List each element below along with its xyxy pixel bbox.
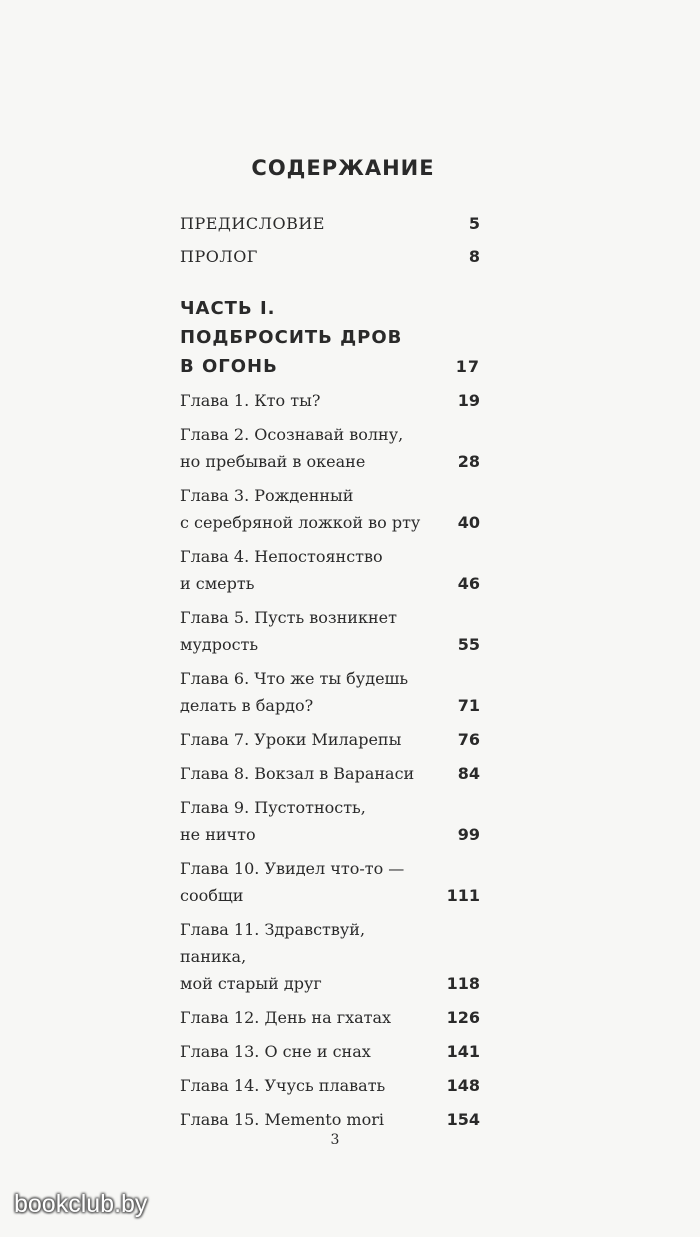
toc-entry-prologue (180, 245, 480, 269)
toc-chapter-entry (180, 604, 480, 658)
toc-chapter-line: мой старый друг (180, 974, 322, 993)
toc-chapter-line: делать в бардо? (180, 696, 314, 715)
toc-chapter-page: 141 (446, 1042, 480, 1061)
toc-chapter-page: 148 (446, 1076, 480, 1095)
toc-chapter-line: мудрость (180, 635, 259, 654)
toc-chapter-line: и смерть (180, 574, 255, 593)
toc-part-line: ЧАСТЬ I. (180, 298, 276, 319)
toc-chapter-entry (180, 1038, 480, 1065)
toc-chapter-entry (180, 482, 480, 536)
toc-chapter-label (180, 665, 446, 719)
toc-chapter-entry (180, 1072, 480, 1099)
toc-chapter-line: Глава 9. Пустотность, (180, 798, 366, 817)
toc-chapter-page: 28 (457, 452, 480, 471)
toc-chapter-line: не ничто (180, 825, 256, 844)
toc-chapter-label (180, 421, 446, 475)
toc-chapter-line: Глава 6. Что же ты будешь (180, 669, 409, 688)
toc-chapter-label (180, 855, 446, 909)
table-of-contents (180, 212, 480, 1140)
toc-chapter-line: Глава 8. Вокзал в Варанаси (180, 764, 415, 783)
toc-part-label (180, 294, 446, 381)
toc-chapter-line: Глава 11. Здравствуй, паника, (180, 920, 366, 966)
toc-chapter-line: Глава 12. День на гхатах (180, 1008, 392, 1027)
toc-chapter-page: 76 (457, 730, 480, 749)
toc-entry-preface (180, 212, 480, 236)
toc-chapter-label (180, 1106, 446, 1133)
toc-chapter-label (180, 482, 446, 536)
toc-chapter-label (180, 604, 446, 658)
toc-part-line: В ОГОНЬ (180, 356, 278, 377)
toc-entry-page: 8 (468, 247, 480, 266)
toc-part-page: 17 (455, 357, 480, 376)
toc-chapter-line: с серебряной ложкой во рту (180, 513, 421, 532)
chapter-list (180, 387, 480, 1133)
toc-chapter-page: 99 (457, 825, 480, 844)
toc-chapter-label (180, 760, 446, 787)
toc-part-line: ПОДБРОСИТЬ ДРОВ (180, 327, 403, 348)
toc-chapter-entry (180, 726, 480, 753)
toc-chapter-page: 46 (457, 574, 480, 593)
toc-entry-label: ПРОЛОГ (180, 247, 258, 266)
watermark-logo: bookclub.by (14, 1190, 148, 1218)
toc-chapter-line: Глава 10. Увидел что-то — (180, 859, 405, 878)
toc-chapter-line: Глава 4. Непостоянство (180, 547, 383, 566)
toc-chapter-page: 19 (457, 391, 480, 410)
toc-chapter-page: 111 (446, 886, 480, 905)
toc-chapter-label (180, 1072, 446, 1099)
toc-chapter-line: сообщи (180, 886, 244, 905)
toc-chapter-line: Глава 2. Осознавай волну, (180, 425, 404, 444)
toc-chapter-page: 154 (446, 1110, 480, 1129)
toc-chapter-line: Глава 13. О сне и снах (180, 1042, 371, 1061)
page-title: СОДЕРЖАНИЕ (251, 156, 435, 180)
toc-chapter-entry (180, 760, 480, 787)
toc-entry-page: 5 (468, 214, 480, 233)
toc-chapter-line: Глава 3. Рожденный (180, 486, 354, 505)
toc-chapter-line: но пребывай в океане (180, 452, 366, 471)
page-number: 3 (330, 1132, 340, 1148)
toc-chapter-label (180, 726, 446, 753)
toc-chapter-line: Глава 15. Memento mori (180, 1110, 384, 1129)
toc-chapter-page: 55 (457, 635, 480, 654)
toc-chapter-label (180, 1004, 446, 1031)
toc-chapter-entry (180, 1106, 480, 1133)
toc-chapter-entry (180, 855, 480, 909)
toc-chapter-page: 40 (457, 513, 480, 532)
toc-chapter-page: 71 (457, 696, 480, 715)
toc-chapter-line: Глава 14. Учусь плавать (180, 1076, 386, 1095)
toc-chapter-entry (180, 387, 480, 414)
toc-chapter-label (180, 916, 446, 997)
toc-chapter-line: Глава 7. Уроки Миларепы (180, 730, 402, 749)
toc-chapter-line: Глава 1. Кто ты? (180, 391, 321, 410)
toc-chapter-label (180, 1038, 446, 1065)
toc-chapter-page: 126 (446, 1008, 480, 1027)
toc-chapter-entry (180, 665, 480, 719)
toc-chapter-entry (180, 543, 480, 597)
toc-chapter-page: 118 (446, 974, 480, 993)
toc-chapter-entry (180, 916, 480, 997)
toc-chapter-page: 84 (457, 764, 480, 783)
toc-chapter-label (180, 387, 446, 414)
toc-chapter-entry (180, 1004, 480, 1031)
toc-chapter-label (180, 794, 446, 848)
toc-chapter-line: Глава 5. Пусть возникнет (180, 608, 397, 627)
toc-entry-label: ПРЕДИСЛОВИЕ (180, 214, 325, 233)
toc-chapter-label (180, 543, 446, 597)
toc-part-heading (180, 294, 480, 381)
toc-chapter-entry (180, 421, 480, 475)
toc-chapter-entry (180, 794, 480, 848)
